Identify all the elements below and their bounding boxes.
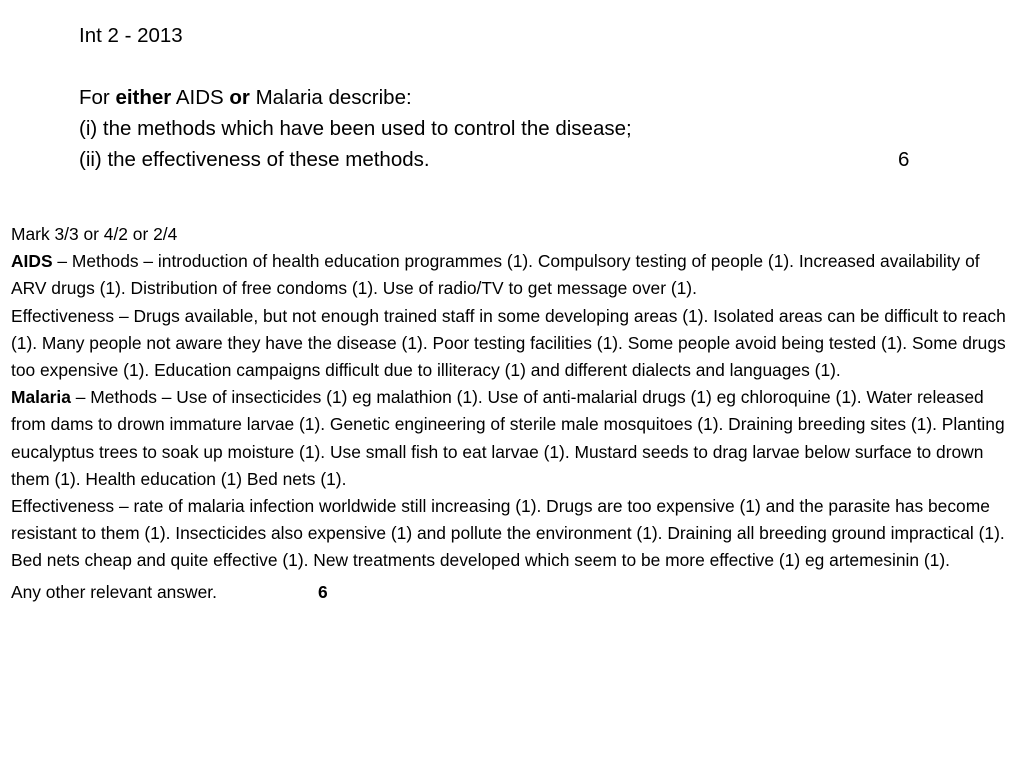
malaria-methods-paragraph [11,384,1017,493]
aids-methods: – Methods – introduction of health education programmes (1). Compulsory testing of people (1). Increased availability of ARV drugs (1). Distribution of free condoms (1). Use of radio/TV to get message over (1). [11,251,980,299]
aids-effectiveness: Effectiveness – Drugs available, but not enough trained staff in some developing areas (1). Isolated areas can be difficult to reach (1). Many people not aware they have the disease (1). Poor testing facilities (1). Some people avoid being tested (1). Some drugs too expensive (1). Education campaigns difficult due to illiteracy (1) and different dialects and languages (1). [11,305,1006,381]
malaria-effectiveness: Effectiveness – rate of malaria infection worldwide still increasing (1). Drugs are too expensive (1) and the parasite has become resistant to them (1). Insecticides also expensive (1) and pollute the environment (1). Draining all breeding ground impractical (1). Bed nets cheap and quite effective (1). New treatments developed which seem to be more effective (1) eg artemesinin (1). [11,496,1005,571]
prompt-either: either [115,86,172,109]
prompt-or: or [229,86,250,109]
prompt-suffix: Malaria describe: [249,86,412,109]
aids-label: AIDS [11,251,53,272]
aids-methods-paragraph [11,248,1017,302]
malaria-label: Malaria [11,387,71,408]
other-answer: Any other relevant answer. [11,581,217,602]
question-prompt [79,82,939,113]
spacer [79,51,939,82]
question-part-ii-row [79,144,939,175]
malaria-methods: – Methods – Use of insecticides (1) eg malathion (1). Use of anti-malarial drugs (1) eg chloroquine (1). Water released from dams to drown immature larvae (1). Genetic engineering of sterile male mosquitoes (1). Draining breeding sites (1). Planting eucalyptus trees to soak up moisture (1). Use small fish to eat larvae (1). Mustard seeds to drag larvae below surface to drown them (1). Health education (1) Bed nets (1). [11,387,1005,489]
mark-scheme: Mark 3/3 or 4/2 or 2/4 [11,224,178,244]
question-block [79,20,939,175]
question-header: Int 2 - 2013 [79,24,183,47]
question-part-i: (i) the methods which have been used to control the disease; [79,117,632,140]
question-part-ii: (ii) the effectiveness of these methods. [79,148,430,171]
prompt-aids: AIDS [171,86,230,109]
question-marks: 6 [898,148,910,171]
answer-block [11,221,1017,606]
other-answer-row [11,579,1017,606]
prompt-prefix: For [79,86,116,109]
total-marks: 6 [318,581,328,602]
